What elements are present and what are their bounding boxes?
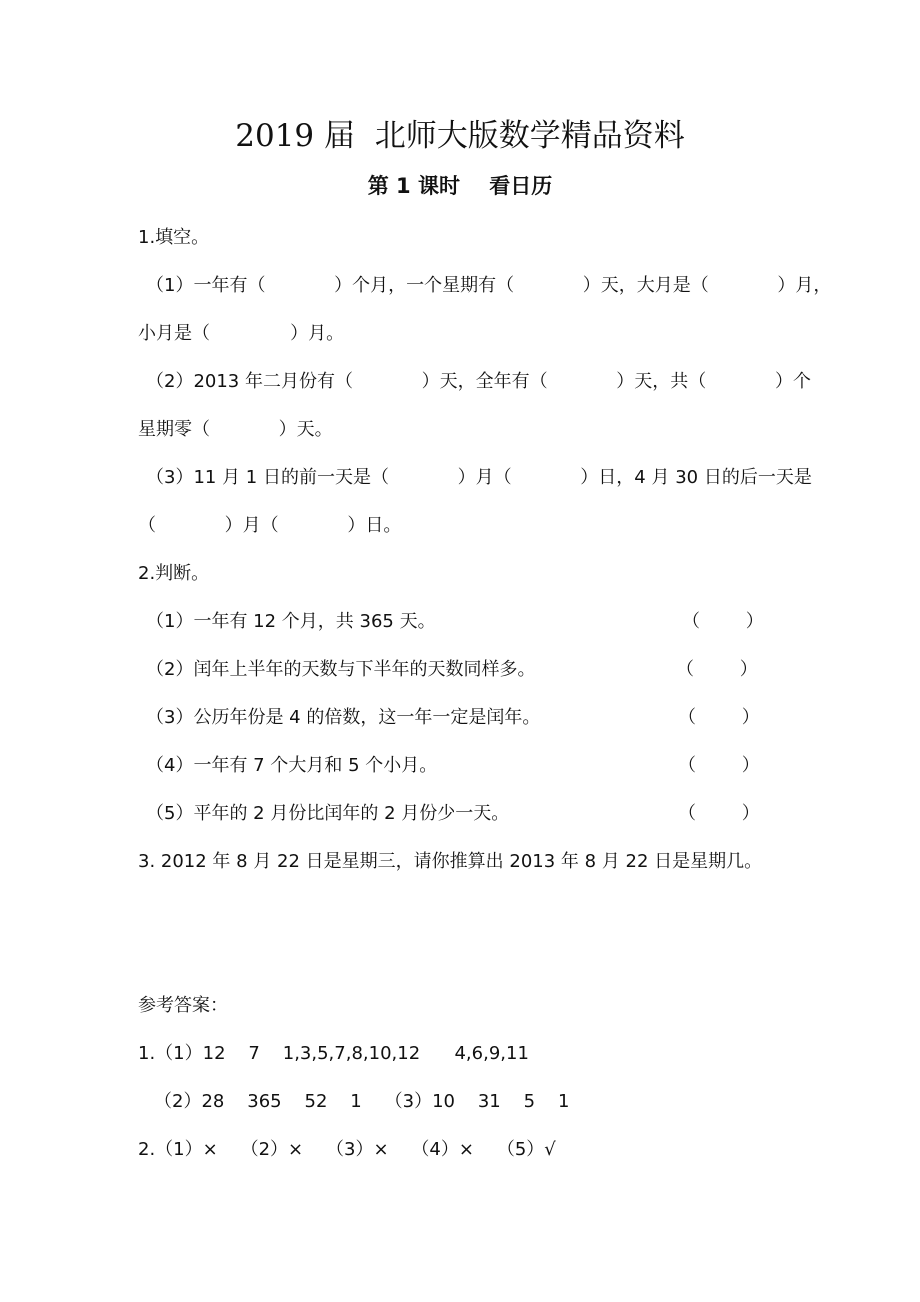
section2-heading: 2.判断。: [138, 563, 210, 584]
judge-answer-bracket-4: （ ）: [678, 755, 760, 776]
fill-blank-q3-line1: （3）11 月 1 日的前一天是（ ）月（ ）日，4 月 30 日的后一天是: [146, 467, 812, 488]
section1-heading: 1.填空。: [138, 227, 210, 248]
judge-answer-bracket-2: （ ）: [676, 659, 758, 680]
judge-item-2: （2）闰年上半年的天数与下半年的天数同样多。: [146, 659, 536, 680]
answers-line-3: 2.（1）× （2）× （3）× （4）× （5）√: [138, 1139, 556, 1160]
fill-blank-q1-line2: 小月是（ ）月。: [138, 323, 345, 344]
answers-heading: 参考答案：: [138, 995, 228, 1016]
judge-answer-bracket-3: （ ）: [678, 707, 760, 728]
fill-blank-q3-line2: （ ）月（ ）日。: [138, 515, 402, 536]
fill-blank-q2-line1: （2）2013 年二月份有（ ）天，全年有（ ）天，共（ ）个: [146, 371, 811, 392]
judge-item-4: （4）一年有 7 个大月和 5 个小月。: [146, 755, 438, 776]
judge-answer-bracket-5: （ ）: [678, 803, 760, 824]
fill-blank-q2-line2: 星期零（ ）天。: [138, 419, 333, 440]
answers-line-2: （2）28 365 52 1 （3）10 31 5 1: [154, 1091, 570, 1112]
answers-line-1: 1.（1）12 7 1,3,5,7,8,10,12 4,6,9,11: [138, 1043, 529, 1064]
weekday-reasoning-question: 3. 2012 年 8 月 22 日是星期三，请你推算出 2013 年 8 月 22 日是星期几。: [138, 851, 763, 872]
lesson-subtitle: 第 1 课时 看日历: [367, 174, 553, 198]
judge-item-1: （1）一年有 12 个月，共 365 天。: [146, 611, 436, 632]
document-title: 2019 届 北师大版数学精品资料: [235, 118, 685, 154]
judge-item-3: （3）公历年份是 4 的倍数，这一年一定是闰年。: [146, 707, 541, 728]
fill-blank-q1-line1: （1）一年有（ ）个月，一个星期有（ ）天，大月是（ ）月，: [146, 275, 832, 296]
judge-answer-bracket-1: （ ）: [682, 611, 764, 632]
judge-item-5: （5）平年的 2 月份比闰年的 2 月份少一天。: [146, 803, 510, 824]
